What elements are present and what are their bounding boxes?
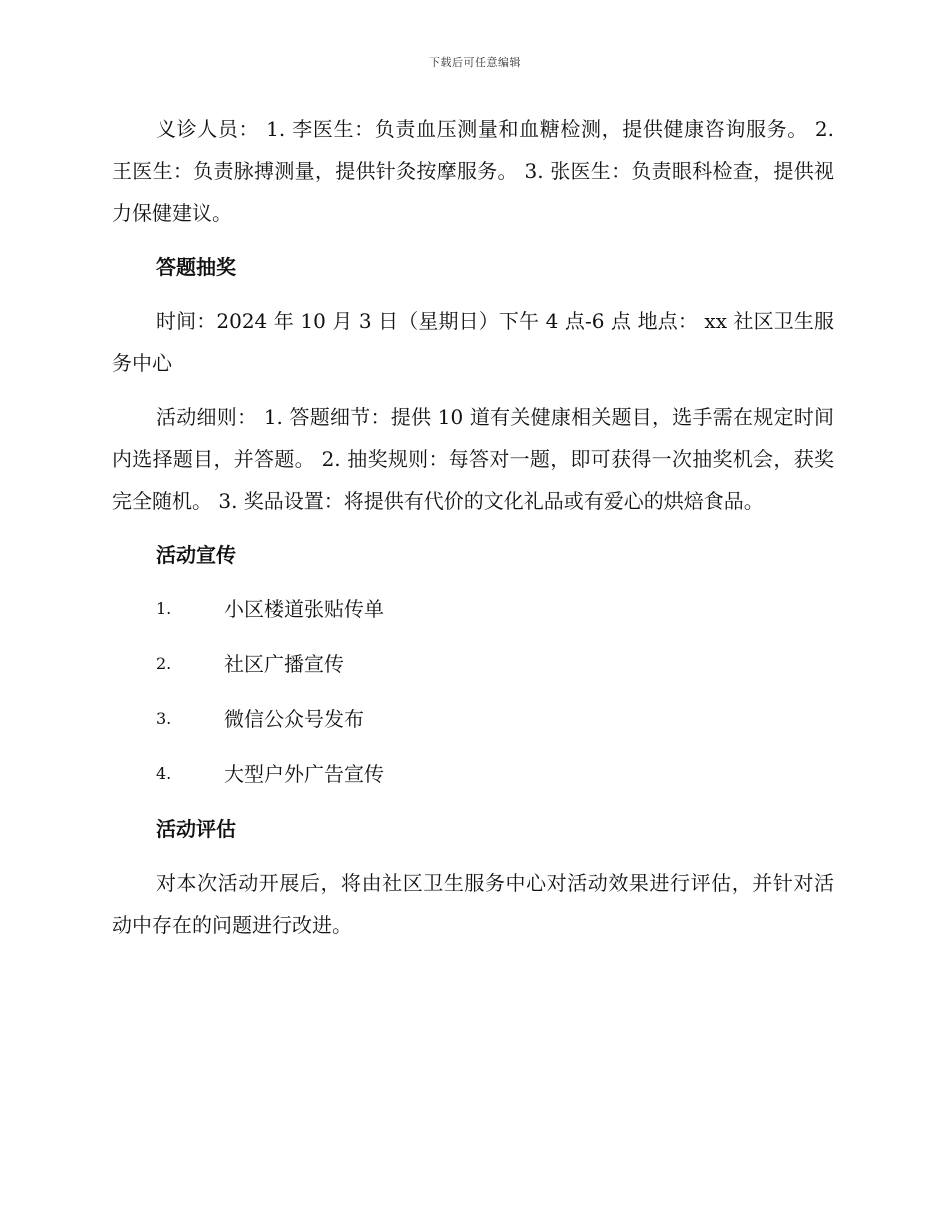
list-item-text: 社区广播宣传 (224, 652, 344, 676)
heading-evaluation: 活动评估 (156, 817, 236, 841)
document-body (112, 108, 834, 958)
paragraph-evaluation: 对本次活动开展后，将由社区卫生服务中心对活动效果进行评估，并针对活动中存在的问题进行改进。 (112, 871, 834, 937)
list-item-text: 小区楼道张贴传单 (224, 597, 384, 621)
paragraph-doctors: 义诊人员： 1. 李医生：负责血压测量和血糖检测，提供健康咨询服务。 2. 王医生：负责脉搏测量，提供针灸按摩服务。 3. 张医生：负责眼科检查，提供视力保健建议。 (112, 117, 834, 225)
list-item (112, 698, 834, 740)
list-item-number: 4. (156, 764, 172, 783)
list-item (112, 753, 834, 795)
heading-promotion: 活动宣传 (156, 543, 236, 567)
heading-quiz-lottery: 答题抽奖 (156, 255, 236, 279)
list-item-text: 微信公众号发布 (224, 707, 364, 731)
paragraph-quiz-time-location: 时间：2024 年 10 月 3 日（星期日）下午 4 点-6 点 地点： xx 社区卫生服务中心 (112, 309, 834, 375)
list-item-number: 1. (156, 599, 172, 618)
list-item-number: 3. (156, 709, 172, 728)
list-item (112, 588, 834, 630)
list-item-text: 大型户外广告宣传 (224, 762, 384, 786)
list-item-number: 2. (156, 654, 172, 673)
paragraph-quiz-rules: 活动细则： 1. 答题细节：提供 10 道有关健康相关题目，选手需在规定时间内选择题目，并答题。 2. 抽奖规则：每答对一题，即可获得一次抽奖机会，获奖完全随机。 3. 奖品设置：将提供有代价的文化礼品或有爱心的烘焙食品。 (112, 405, 834, 513)
list-item (112, 643, 834, 685)
page-header: 下载后可任意编辑 (429, 56, 521, 69)
